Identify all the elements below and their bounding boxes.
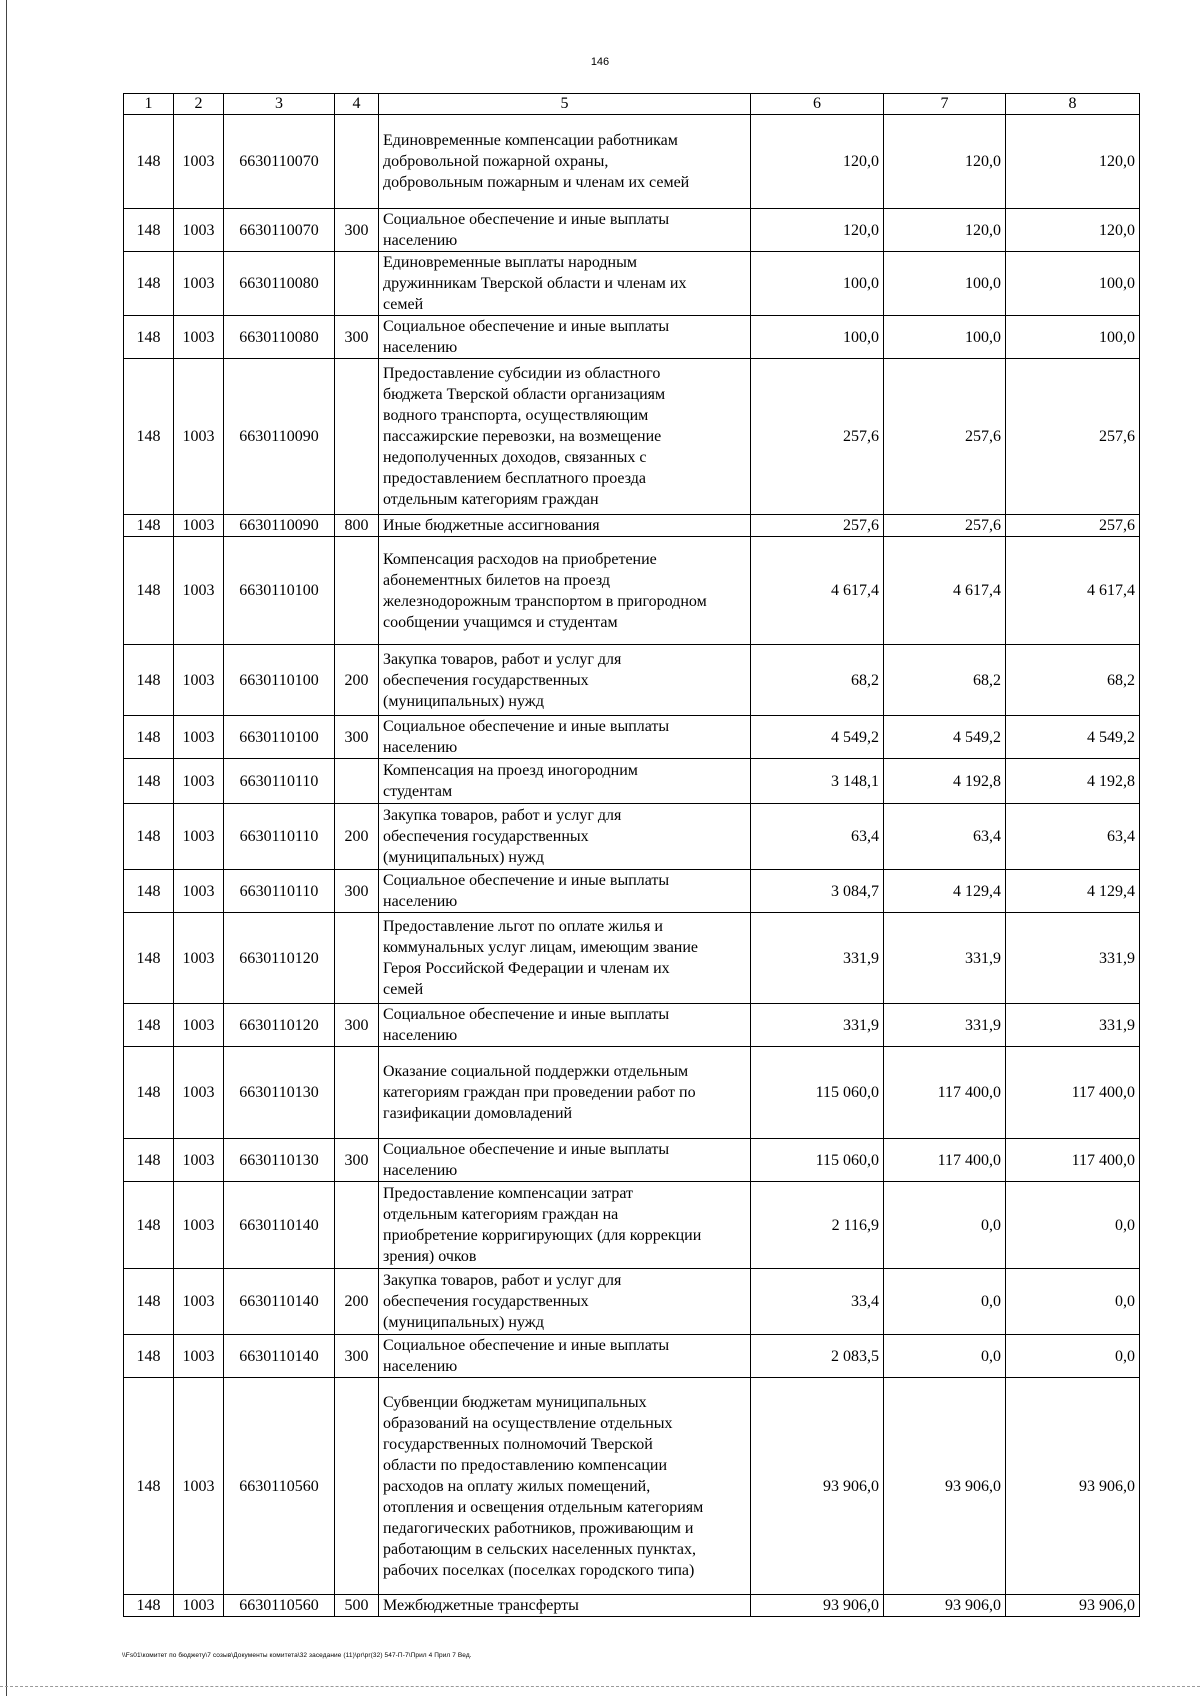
cell-target-article: 6630110110 — [224, 759, 335, 804]
cell-amount-year-2: 0,0 — [884, 1182, 1006, 1269]
cell-grbs-code: 148 — [124, 252, 174, 316]
cell-description: Социальное обеспечение и иные выплаты населению — [379, 1139, 751, 1182]
cell-amount-year-1: 100,0 — [751, 316, 884, 359]
budget-table — [123, 93, 1140, 1617]
cell-grbs-code: 148 — [124, 804, 174, 870]
cell-amount-year-2: 93 906,0 — [884, 1378, 1006, 1595]
cell-amount-year-1: 2 116,9 — [751, 1182, 884, 1269]
cell-amount-year-1: 115 060,0 — [751, 1139, 884, 1182]
cell-amount-year-3: 4 617,4 — [1006, 537, 1140, 645]
table-row — [124, 913, 1140, 1004]
cell-amount-year-2: 93 906,0 — [884, 1595, 1006, 1617]
cell-target-article: 6630110560 — [224, 1595, 335, 1617]
cell-amount-year-3: 0,0 — [1006, 1182, 1140, 1269]
cell-section-code: 1003 — [174, 716, 224, 759]
cell-section-code: 1003 — [174, 515, 224, 537]
cell-amount-year-1: 120,0 — [751, 115, 884, 209]
cell-expense-type — [335, 359, 379, 515]
cell-section-code: 1003 — [174, 759, 224, 804]
cell-amount-year-1: 93 906,0 — [751, 1378, 884, 1595]
cell-amount-year-2: 4 617,4 — [884, 537, 1006, 645]
cell-section-code: 1003 — [174, 359, 224, 515]
cell-description: Оказание социальной поддержки отдельным категориям граждан при проведении работ по газификации домовладений — [379, 1047, 751, 1139]
cell-section-code: 1003 — [174, 1182, 224, 1269]
cell-expense-type: 300 — [335, 716, 379, 759]
cell-section-code: 1003 — [174, 1378, 224, 1595]
table-row — [124, 115, 1140, 209]
cell-amount-year-2: 120,0 — [884, 209, 1006, 252]
cell-description: Социальное обеспечение и иные выплаты населению — [379, 1004, 751, 1047]
cell-amount-year-1: 2 083,5 — [751, 1335, 884, 1378]
cell-amount-year-3: 4 192,8 — [1006, 759, 1140, 804]
cell-amount-year-3: 117 400,0 — [1006, 1047, 1140, 1139]
cell-target-article: 6630110120 — [224, 913, 335, 1004]
cell-target-article: 6630110130 — [224, 1047, 335, 1139]
cell-grbs-code: 148 — [124, 359, 174, 515]
cell-grbs-code: 148 — [124, 316, 174, 359]
cell-grbs-code: 148 — [124, 1378, 174, 1595]
column-header: 4 — [335, 94, 379, 115]
cell-amount-year-2: 0,0 — [884, 1269, 1006, 1335]
cell-description: Социальное обеспечение и иные выплаты населению — [379, 1335, 751, 1378]
cell-target-article: 6630110100 — [224, 645, 335, 716]
cell-description: Предоставление компенсации затрат отдельным категориям граждан на приобретение корригирующих (для коррекции зрения) очков — [379, 1182, 751, 1269]
table-row — [124, 1378, 1140, 1595]
cell-expense-type: 300 — [335, 870, 379, 913]
cell-amount-year-1: 257,6 — [751, 359, 884, 515]
table-row — [124, 1004, 1140, 1047]
cell-grbs-code: 148 — [124, 759, 174, 804]
cell-section-code: 1003 — [174, 1335, 224, 1378]
cell-section-code: 1003 — [174, 537, 224, 645]
cell-expense-type — [335, 1182, 379, 1269]
cell-amount-year-3: 63,4 — [1006, 804, 1140, 870]
cell-amount-year-1: 120,0 — [751, 209, 884, 252]
cell-expense-type: 200 — [335, 1269, 379, 1335]
cell-description: Единовременные компенсации работникам добровольной пожарной охраны, добровольным пожарным и членам их семей — [379, 115, 751, 209]
cell-grbs-code: 148 — [124, 1182, 174, 1269]
cell-section-code: 1003 — [174, 115, 224, 209]
cell-amount-year-3: 93 906,0 — [1006, 1378, 1140, 1595]
cell-expense-type — [335, 537, 379, 645]
table-row — [124, 252, 1140, 316]
cell-target-article: 6630110080 — [224, 316, 335, 359]
cell-section-code: 1003 — [174, 1047, 224, 1139]
cell-grbs-code: 148 — [124, 645, 174, 716]
cell-description: Социальное обеспечение и иные выплаты населению — [379, 716, 751, 759]
cell-section-code: 1003 — [174, 804, 224, 870]
cell-amount-year-2: 257,6 — [884, 515, 1006, 537]
column-header: 8 — [1006, 94, 1140, 115]
cell-amount-year-2: 120,0 — [884, 115, 1006, 209]
table-row — [124, 537, 1140, 645]
cell-grbs-code: 148 — [124, 515, 174, 537]
cell-amount-year-3: 0,0 — [1006, 1269, 1140, 1335]
column-header: 2 — [174, 94, 224, 115]
cell-amount-year-3: 100,0 — [1006, 252, 1140, 316]
cell-expense-type — [335, 759, 379, 804]
cell-description: Закупка товаров, работ и услуг для обеспечения государственных (муниципальных) нужд — [379, 1269, 751, 1335]
table-row — [124, 1269, 1140, 1335]
cell-amount-year-3: 100,0 — [1006, 316, 1140, 359]
table-row — [124, 359, 1140, 515]
cell-grbs-code: 148 — [124, 1139, 174, 1182]
cell-grbs-code: 148 — [124, 1595, 174, 1617]
cell-amount-year-2: 117 400,0 — [884, 1139, 1006, 1182]
cell-amount-year-1: 331,9 — [751, 1004, 884, 1047]
cell-description: Единовременные выплаты народным дружинникам Тверской области и членам их семей — [379, 252, 751, 316]
cell-expense-type — [335, 115, 379, 209]
cell-section-code: 1003 — [174, 913, 224, 1004]
cell-target-article: 6630110090 — [224, 359, 335, 515]
cell-expense-type: 300 — [335, 1139, 379, 1182]
cell-amount-year-1: 63,4 — [751, 804, 884, 870]
cell-section-code: 1003 — [174, 1269, 224, 1335]
cell-section-code: 1003 — [174, 870, 224, 913]
table-row — [124, 645, 1140, 716]
cell-amount-year-2: 63,4 — [884, 804, 1006, 870]
table-row — [124, 716, 1140, 759]
cell-grbs-code: 148 — [124, 1004, 174, 1047]
cell-amount-year-3: 331,9 — [1006, 913, 1140, 1004]
cell-section-code: 1003 — [174, 316, 224, 359]
cell-amount-year-3: 0,0 — [1006, 1335, 1140, 1378]
cell-amount-year-1: 4 617,4 — [751, 537, 884, 645]
table-row — [124, 209, 1140, 252]
cell-amount-year-2: 0,0 — [884, 1335, 1006, 1378]
cell-amount-year-1: 100,0 — [751, 252, 884, 316]
cell-amount-year-3: 257,6 — [1006, 359, 1140, 515]
cell-description: Закупка товаров, работ и услуг для обеспечения государственных (муниципальных) нужд — [379, 804, 751, 870]
cell-target-article: 6630110130 — [224, 1139, 335, 1182]
cell-expense-type: 300 — [335, 1335, 379, 1378]
cell-section-code: 1003 — [174, 1004, 224, 1047]
cell-amount-year-2: 257,6 — [884, 359, 1006, 515]
cell-expense-type — [335, 913, 379, 1004]
cell-amount-year-1: 3 148,1 — [751, 759, 884, 804]
cell-expense-type: 300 — [335, 316, 379, 359]
column-header: 6 — [751, 94, 884, 115]
cell-target-article: 6630110070 — [224, 115, 335, 209]
cell-amount-year-1: 257,6 — [751, 515, 884, 537]
scan-bottom-line — [0, 1686, 1200, 1687]
cell-amount-year-1: 33,4 — [751, 1269, 884, 1335]
cell-amount-year-3: 117 400,0 — [1006, 1139, 1140, 1182]
column-number-row — [124, 94, 1140, 115]
cell-expense-type: 300 — [335, 209, 379, 252]
table-row — [124, 1335, 1140, 1378]
cell-amount-year-2: 100,0 — [884, 252, 1006, 316]
table-body — [124, 115, 1140, 1617]
table-row — [124, 1182, 1140, 1269]
cell-grbs-code: 148 — [124, 209, 174, 252]
cell-description: Закупка товаров, работ и услуг для обеспечения государственных (муниципальных) нужд — [379, 645, 751, 716]
cell-grbs-code: 148 — [124, 870, 174, 913]
cell-description: Социальное обеспечение и иные выплаты населению — [379, 316, 751, 359]
cell-amount-year-3: 257,6 — [1006, 515, 1140, 537]
cell-grbs-code: 148 — [124, 1047, 174, 1139]
cell-target-article: 6630110140 — [224, 1182, 335, 1269]
table-row — [124, 515, 1140, 537]
cell-description: Субвенции бюджетам муниципальных образований на осуществление отдельных государственных полномочий Тверской области по предоставлению компенсации расходов на оплату жилых помещений, отопления и освещения отдельным категориям педагогических работников, проживающим и работающим в сельских населенных пунктах, рабочих поселках (поселках городского типа) — [379, 1378, 751, 1595]
cell-expense-type: 500 — [335, 1595, 379, 1617]
cell-description: Предоставление субсидии из областного бюджета Тверской области организациям водного транспорта, осуществляющим пассажирские перевозки, на возмещение недополученных доходов, связанных с предоставлением бесплатного проезда отдельным категориям граждан — [379, 359, 751, 515]
cell-expense-type: 300 — [335, 1004, 379, 1047]
cell-grbs-code: 148 — [124, 913, 174, 1004]
cell-description: Социальное обеспечение и иные выплаты населению — [379, 870, 751, 913]
column-header: 1 — [124, 94, 174, 115]
page-left-edge — [6, 0, 7, 1696]
cell-amount-year-2: 4 192,8 — [884, 759, 1006, 804]
cell-target-article: 6630110120 — [224, 1004, 335, 1047]
cell-expense-type: 200 — [335, 804, 379, 870]
cell-target-article: 6630110100 — [224, 716, 335, 759]
cell-amount-year-2: 117 400,0 — [884, 1047, 1006, 1139]
cell-amount-year-1: 115 060,0 — [751, 1047, 884, 1139]
cell-description: Компенсация на проезд иногородним студентам — [379, 759, 751, 804]
cell-amount-year-1: 3 084,7 — [751, 870, 884, 913]
cell-amount-year-3: 331,9 — [1006, 1004, 1140, 1047]
table-row — [124, 759, 1140, 804]
column-header: 3 — [224, 94, 335, 115]
cell-amount-year-3: 120,0 — [1006, 115, 1140, 209]
cell-expense-type — [335, 1378, 379, 1595]
cell-target-article: 6630110090 — [224, 515, 335, 537]
cell-expense-type — [335, 1047, 379, 1139]
cell-grbs-code: 148 — [124, 716, 174, 759]
cell-amount-year-3: 4 549,2 — [1006, 716, 1140, 759]
cell-description: Компенсация расходов на приобретение абонементных билетов на проезд железнодорожным транспортом в пригородном сообщении учащимся и студентам — [379, 537, 751, 645]
cell-section-code: 1003 — [174, 1595, 224, 1617]
cell-description: Предоставление льгот по оплате жилья и коммунальных услуг лицам, имеющим звание Героя Российской Федерации и членам их семей — [379, 913, 751, 1004]
cell-description: Социальное обеспечение и иные выплаты населению — [379, 209, 751, 252]
cell-amount-year-3: 93 906,0 — [1006, 1595, 1140, 1617]
table-row — [124, 804, 1140, 870]
cell-grbs-code: 148 — [124, 1335, 174, 1378]
cell-grbs-code: 148 — [124, 1269, 174, 1335]
cell-amount-year-2: 100,0 — [884, 316, 1006, 359]
table-row — [124, 1047, 1140, 1139]
cell-target-article: 6630110560 — [224, 1378, 335, 1595]
cell-target-article: 6630110100 — [224, 537, 335, 645]
cell-amount-year-2: 4 549,2 — [884, 716, 1006, 759]
cell-amount-year-2: 68,2 — [884, 645, 1006, 716]
cell-section-code: 1003 — [174, 252, 224, 316]
cell-amount-year-3: 68,2 — [1006, 645, 1140, 716]
cell-grbs-code: 148 — [124, 115, 174, 209]
cell-target-article: 6630110110 — [224, 804, 335, 870]
cell-grbs-code: 148 — [124, 537, 174, 645]
cell-section-code: 1003 — [174, 1139, 224, 1182]
cell-amount-year-1: 93 906,0 — [751, 1595, 884, 1617]
table-row — [124, 1595, 1140, 1617]
cell-target-article: 6630110080 — [224, 252, 335, 316]
cell-amount-year-2: 4 129,4 — [884, 870, 1006, 913]
table-row — [124, 1139, 1140, 1182]
cell-amount-year-1: 4 549,2 — [751, 716, 884, 759]
cell-target-article: 6630110110 — [224, 870, 335, 913]
cell-expense-type: 800 — [335, 515, 379, 537]
column-header: 7 — [884, 94, 1006, 115]
cell-expense-type: 200 — [335, 645, 379, 716]
cell-amount-year-2: 331,9 — [884, 913, 1006, 1004]
cell-target-article: 6630110070 — [224, 209, 335, 252]
cell-section-code: 1003 — [174, 209, 224, 252]
table-row — [124, 870, 1140, 913]
page-number: 146 — [590, 56, 610, 68]
cell-amount-year-3: 4 129,4 — [1006, 870, 1140, 913]
cell-section-code: 1003 — [174, 645, 224, 716]
cell-amount-year-1: 331,9 — [751, 913, 884, 1004]
cell-target-article: 6630110140 — [224, 1335, 335, 1378]
column-header: 5 — [379, 94, 751, 115]
cell-target-article: 6630110140 — [224, 1269, 335, 1335]
cell-amount-year-2: 331,9 — [884, 1004, 1006, 1047]
table-row — [124, 316, 1140, 359]
cell-description: Межбюджетные трансферты — [379, 1595, 751, 1617]
footer-file-path: \\Fs01\комитет по бюджету\7 созыв\Документы комитета\32 заседание (11)\pr\pr(32) 547-П-7\Прил 4 Прил 7 Вед. — [122, 1652, 472, 1659]
cell-description: Иные бюджетные ассигнования — [379, 515, 751, 537]
cell-amount-year-1: 68,2 — [751, 645, 884, 716]
cell-expense-type — [335, 252, 379, 316]
cell-amount-year-3: 120,0 — [1006, 209, 1140, 252]
